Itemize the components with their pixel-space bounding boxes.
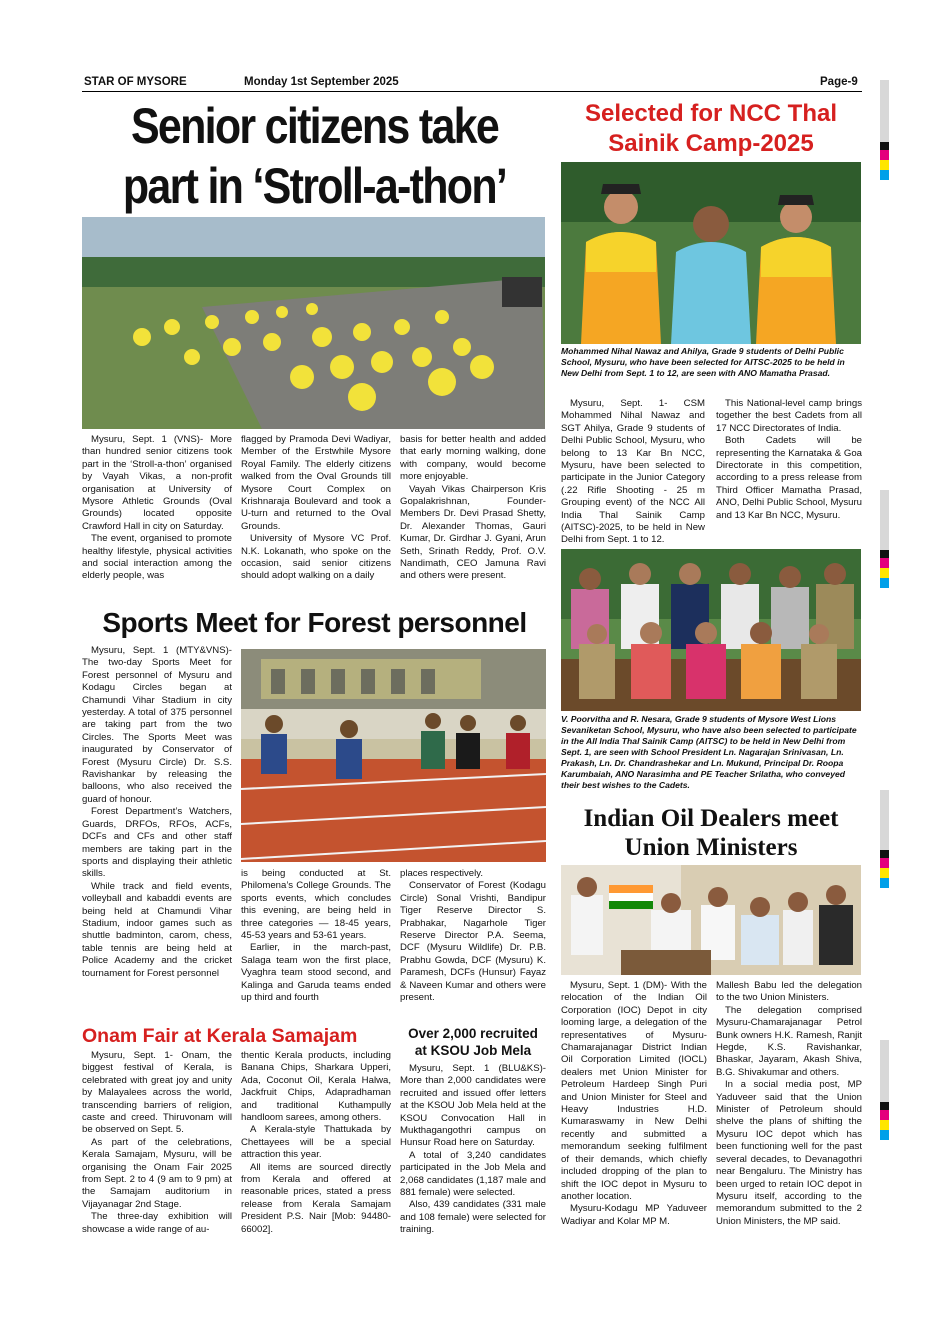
ncc-para: Mysuru, Sept. 1- CSM Mohammed Nihal Nawaz and SGT Ahilya, Grade 9 students of Delhi Public School, Mysuru, who belong to 13 Kar Bn NCC, Mysuru, have been selected to participate in the Junior Category (.22 Rifle Shooting - 25 m Grouping event) of the NCC All India Thal Sainik Camp (AITSC)-2025, to be held in New Delhi from Sept. 1 to 12. <box>561 398 705 546</box>
ncc-column-1 <box>561 398 705 546</box>
ncc-caption-1: Mohammed Nihal Nawaz and Ahilya, Grade 9 students of Delhi Public School, Mysuru, who have been selected for AITSC-2025 to be held in New Delhi from Sept. 1 to 12, are seen with ANO Mamatha Prasad. <box>561 346 845 378</box>
sports-para: is being conducted at St. Philomena’s College Grounds. The sports events, which concludes this evening, are being held in three categories — 18-45 years, 45-53 years and 53-61 years. <box>241 868 391 942</box>
ncc-column-2 <box>716 398 862 546</box>
onam-para: thentic Kerala products, including Banana Chips, Sharkara Upperi, Ada, Coconut Oil, Kerala Halwa, Jackfruit Chips, Adapradhaman and traditional Kuthampully handloom sarees, among others. <box>241 1050 391 1124</box>
ksou-headline-1: Over 2,000 recruited <box>408 1026 538 1041</box>
seniors-para: flagged by Pramoda Devi Wadiyar, Member of the Erstwhile Mysore Royal Family. The elderly citizens walked from the Oval Grounds till Mysore Court Complex on Krishnaraja Boulevard and took a U-turn and returned to the Oval Grounds. <box>241 434 391 532</box>
onam-column-2 <box>241 1050 391 1262</box>
seniors-para: Mysuru, Sept. 1 (VNS)- More than hundred senior citizens took part in the ‘Stroll-a-thon’ organised by Vayah Vikas, a non-profit organisation at University of Mysore Athletic Grounds (Oval Grounds) located opposite Crawford Hall in city on Saturday. <box>82 434 232 532</box>
onam-headline: Onam Fair at Kerala Samajam <box>82 1025 358 1047</box>
seniors-para: The event, organised to promote healthy lifestyle, physical activities and social interaction among the elderly people, was <box>82 533 232 582</box>
seniors-headline-2: part in ‘Stroll-a-thon’ <box>122 158 507 214</box>
onam-para: As part of the celebrations, Kerala Samajam, Mysuru, will be organising the Onam Fair 2025 from Sept. 2 to 4 (9 am to 9 pm) at the Samajam auditorium in Vijayanagar 2nd Stage. <box>82 1136 232 1210</box>
issue-date: Monday 1st September 2025 <box>244 76 399 88</box>
header-rule <box>82 91 862 92</box>
oil-column-2 <box>716 980 862 1262</box>
sports-meet-photo <box>241 649 546 862</box>
oil-headline-1: Indian Oil Dealers meet <box>583 805 839 832</box>
ksou-para: Also, 439 candidates (331 male and 108 female) were selected for training. <box>400 1199 546 1236</box>
oil-para: Mysuru, Sept. 1 (DM)- With the relocation of the Indian Oil Corporation (IOC) Depot in city looming large, a delegation of the representatives of Mysuru-Chamarajanagar District Indian Oil Corporation Limited (IOCL) dealers met Union Minister for Petroleum Hardeep Singh Puri and Union Minister for Steel and Heavy Industries H.D. Kumaraswamy in New Delhi recently and submitted a memorandum seeking fulfilment of their demands, which chiefly included dropping of the plan to shift the IOC depot in Mysuru to another location. <box>561 980 707 1202</box>
onam-column-1 <box>82 1050 232 1262</box>
sports-para: places respectively. <box>400 868 484 879</box>
oil-para: The delegation comprised Mysuru-Chamarajanagar Petrol Bunk owners H.K. Ramesh, Ranjit Hegde, K.S. Ravishankar, Bhaskar, Jayaram, Akash Shiva, B.G. Shivakumar and others. <box>716 1004 862 1078</box>
seniors-para: University of Mysore VC Prof. N.K. Lokanath, who spoke on the occasion, said senior citizens should adopt walking on a daily <box>241 533 391 582</box>
onam-para: Mysuru, Sept. 1- Onam, the biggest festival of Kerala, is celebrated with great joy and unity by Malayalees across the world, transcending barriers of religion, caste and creed. Thiruvonam will be observed on Sept. 5. <box>82 1050 232 1136</box>
seniors-para: basis for better health and added that early morning walking, done with company, would become more enjoyable. <box>400 434 546 483</box>
ncc-headline-1: Selected for NCC Thal <box>584 100 838 127</box>
sports-para: Conservator of Forest (Kodagu Circle) Sonal Vrishti, Bandipur Tiger Reserve Director S. Prabhakar, Nagarhole Tiger Reserve Director P.A. Seema, DCF (Mysuru Wildlife) Dr. P.B. Prabhu Gowda, DCF (Mysuru) K. Paramesh, DCFs (Hunsur) Fayaz & Naveen Kumar and others were present. <box>400 880 546 1004</box>
oil-para: Mallesh Babu led the delegation to the two Union Ministers. <box>716 980 862 1004</box>
seniors-headline-1: Senior citizens take <box>130 98 499 154</box>
ncc-cadets-photo-2 <box>561 549 861 711</box>
sports-para: Mysuru, Sept. 1 (MTY&VNS)- The two-day Sports Meet for Forest personnel of Mysuru and Kodagu Circles began at Chamundi Vihar Stadium in city yesterday. A total of 375 personnel are taking part from the two Circles. The Sports Meet was inaugurated by Conservator of Forest (Mysuru Circle) Dr. S.S. Ravishankar by releasing the balloons, who also received the guard of honour. <box>82 645 232 805</box>
ksou-headline-2: at KSOU Job Mela <box>414 1043 532 1058</box>
ksou-column <box>400 1063 546 1263</box>
sports-para: Earlier, in the march-past, Salaga team won the first place, Vyaghra team stood second, and Kalinga and Garuda teams ended up third and fourth <box>241 942 391 1004</box>
ksou-para: Mysuru, Sept. 1 (BLU&KS)- More than 2,000 candidates were recruited and issued offer letters at the KSOU Job Mela held at the KSOU Convocation Hall in Mukthagangothri campus on Hunsur Road here on Saturday. <box>400 1063 546 1149</box>
ncc-para: This National-level camp brings together the best Cadets from all 17 NCC Directorates of India. <box>716 398 862 434</box>
sports-para: Forest Department’s Watchers, Guards, DRFOs, RFOs, ACFs, DCFs and CFs and other staff members are taking part in the sports and displaying their athletic skills. <box>82 806 232 880</box>
stroll-a-thon-photo <box>82 217 545 429</box>
seniors-para: Vayah Vikas Chairperson Kris Gopalakrishnan, Founder-Members Dr. Devi Prasad Shetty, Dr. Alexander Thomas, Gauri Kumar, Dr. Girdhar J. Gyani, Arun Seth, Srinath Reddy, Prof. O.V. Nandimath, CEO Jamuna Ravi and others were present. <box>400 483 546 582</box>
ncc-headline-2: Sainik Camp-2025 <box>608 130 814 157</box>
oil-para: Mysuru-Kodagu MP Yaduveer Wadiyar and Kolar MP M. <box>561 1203 707 1227</box>
onam-para: A Kerala-style Thattukada by Chettayees will be a special attraction this year. <box>241 1124 391 1161</box>
seniors-column-3 <box>400 434 546 602</box>
sports-headline: Sports Meet for Forest personnel <box>102 607 527 638</box>
ksou-para: A total of 3,240 candidates participated in the Job Mela and 2,068 candidates (1,187 male and 881 female) were selected. <box>400 1149 546 1199</box>
sports-column-3 <box>400 868 546 1026</box>
page-number: Page-9 <box>820 76 858 88</box>
indian-oil-photo <box>561 865 861 975</box>
oil-headline-2: Union Ministers <box>624 834 798 861</box>
onam-para: The three-day exhibition will showcase a wide range of au- <box>82 1211 232 1235</box>
oil-column-1 <box>561 980 707 1262</box>
ncc-cadets-photo-1 <box>561 162 861 344</box>
seniors-column-2 <box>241 434 391 602</box>
ncc-caption-2: V. Poorvitha and R. Nesara, Grade 9 students of Mysore West Lions Sevaniketan School, Mysuru, who have also been selected to participate in the All India Thal Sainik Camp (AITSC) to be held in New Delhi from Sept. 1, are seen with School President Ln. Nagarajan Srinivasan, Ln. Prakash, Ln. Dr. Chandrashekar and Ln. Mukund, Principal Dr. Roopa Karumbaiah, ANO Narasimha and PE Teacher Srilatha, who conveyed their best wishes to the Cadets. <box>561 714 857 790</box>
sports-para: While track and field events, volleyball and kabaddi events are being held at Chamundi Vihar Stadium, indoor games such as shuttle badminton, carom, chess, table tennis are being held at Police Academy and the cricket tournament for Forest personnel <box>82 880 232 979</box>
sports-column-2 <box>241 868 391 1026</box>
seniors-column-1 <box>82 434 232 602</box>
sports-column-1 <box>82 645 232 1025</box>
onam-para: All items are sourced directly from Kerala and offered at reasonable prices, stated a press release from Kerala Samajam President P.S. Nair [Mob: 94480-66002]. <box>241 1161 391 1235</box>
oil-para: In a social media post, MP Yaduveer said that the Union Minister of Petroleum should shelve the plans of shifting the Mysuru IOC depot which has been functioning well for the past several decades, to Devanagothri near Bengaluru. The Ministry has been urged to retain IOC depot in Mysuru itself, according to the memorandum submitted to the 2 Union Ministers, the MP said. <box>716 1079 862 1227</box>
paper-name: STAR OF MYSORE <box>84 76 187 88</box>
ncc-para: Both Cadets will be representing the Karnataka & Goa Directorate in this competition, according to a press release from Third Officer Mamatha Prasad, ANO, Delhi Public School, Mysuru and 13 Kar Bn NCC, Mysuru. <box>716 435 862 521</box>
